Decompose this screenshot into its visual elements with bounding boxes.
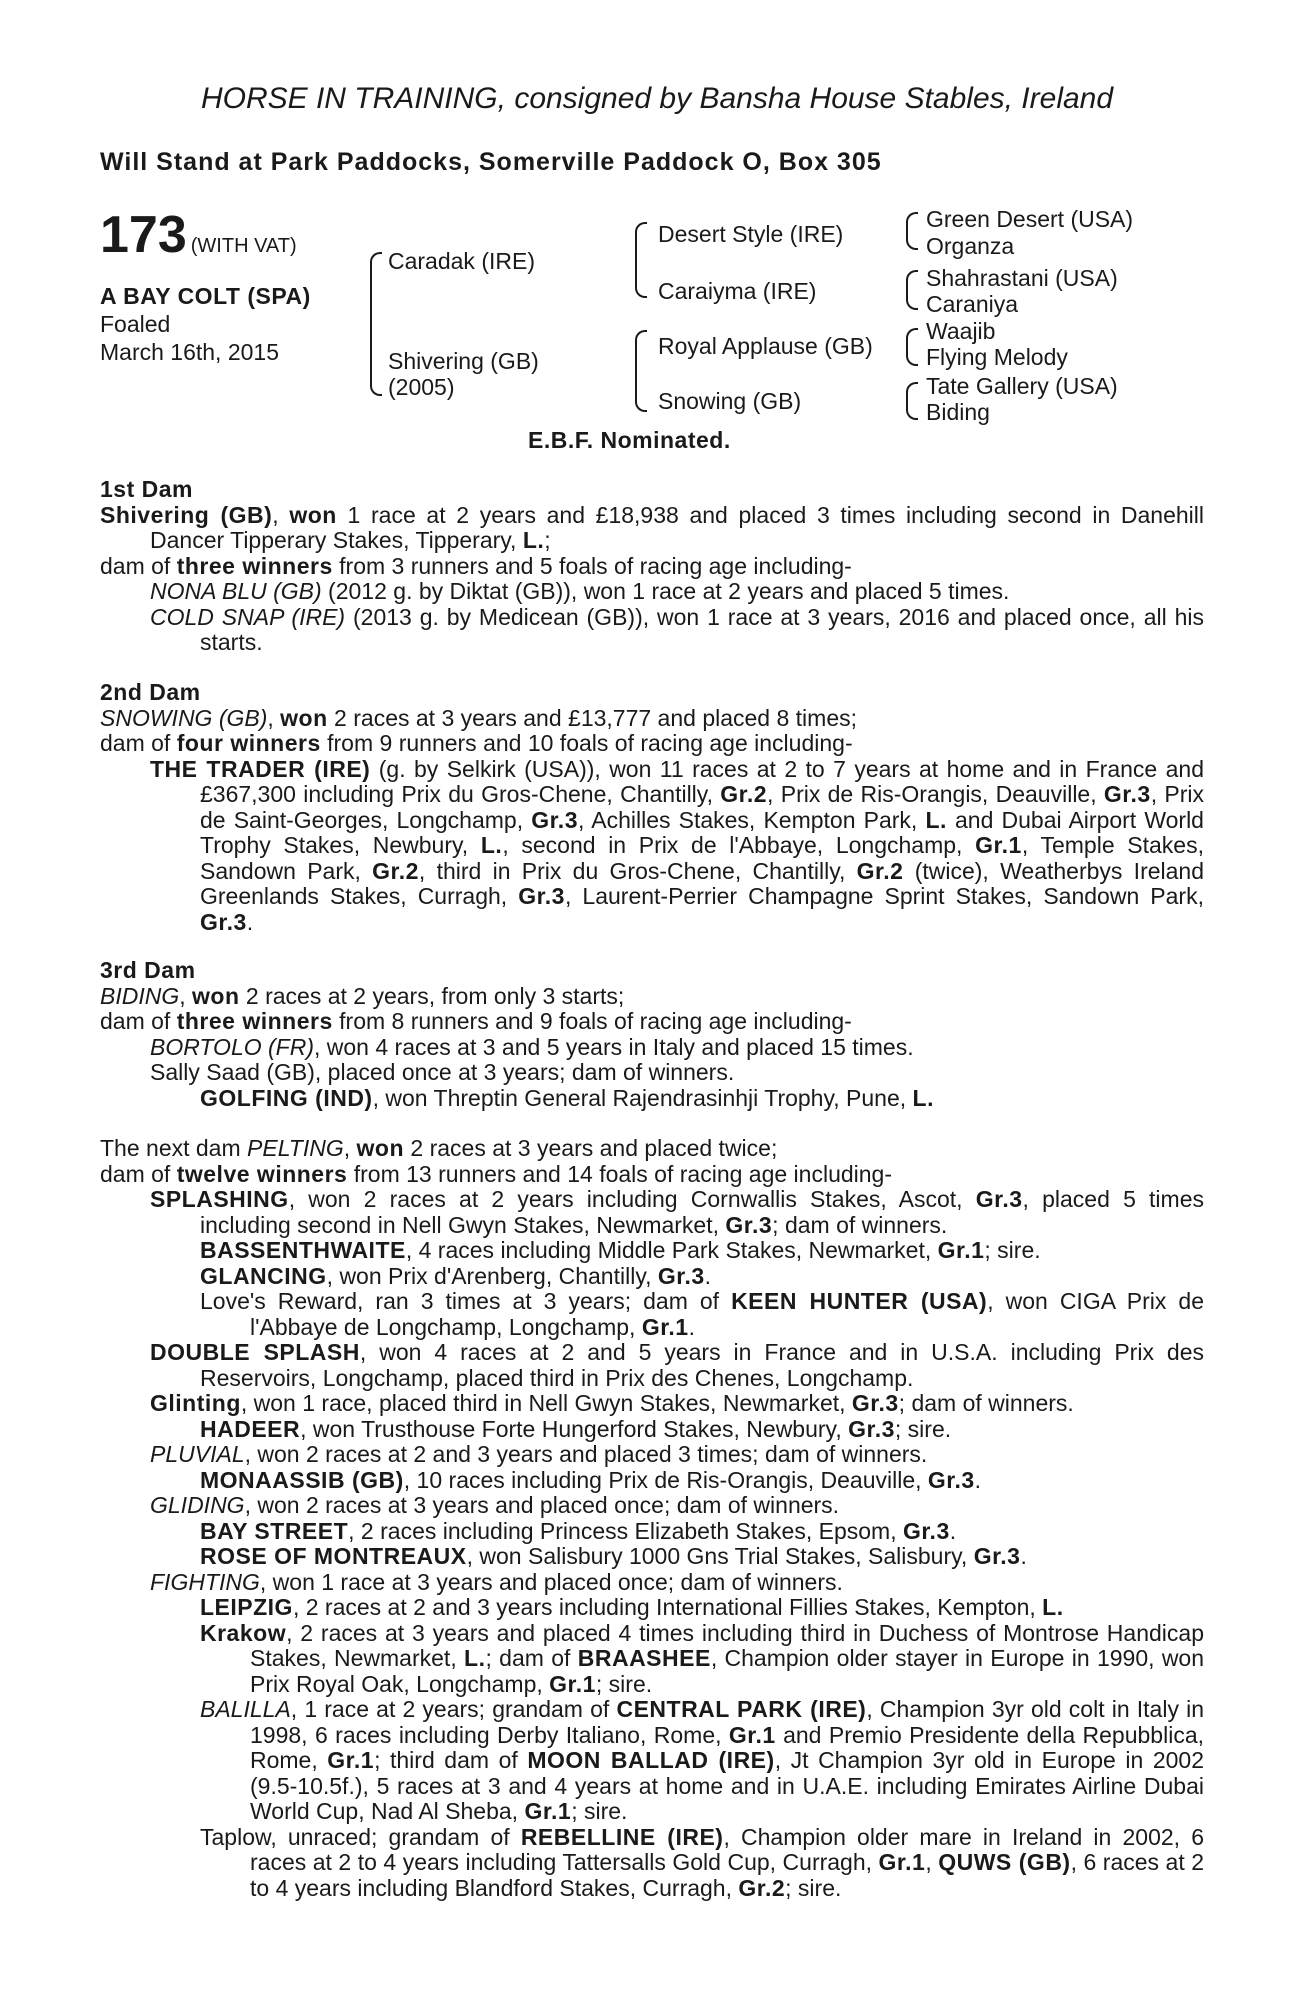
granddam-2: Caraniya <box>926 291 1019 317</box>
sire-name: Caradak (IRE) <box>388 248 535 274</box>
next-dam-record: The next dam PELTING, won 2 races at 3 years and placed twice; <box>100 1135 778 1161</box>
progeny-glinting: Glinting, won 1 race, placed third in Nell Gwyn Stakes, Newmarket, Gr.3; dam of winners. <box>150 1390 1074 1416</box>
progeny-glancing: GLANCING, won Prix d'Arenberg, Chantilly, Gr.3. <box>200 1262 712 1289</box>
progeny-hadeer: HADEER, won Trusthouse Forte Hungerford Stakes, Newbury, Gr.3; sire. <box>200 1415 952 1442</box>
pedigree-brace-g1 <box>906 212 918 250</box>
third-dam-record: BIDING, won 2 races at 2 years, from only 3 starts; <box>100 982 625 1009</box>
granddam-3: Flying Melody <box>926 344 1068 370</box>
pedigree-brace-main <box>370 252 382 396</box>
lot-number: 173 <box>100 206 187 264</box>
grandsire-3: Waajib <box>926 318 996 344</box>
progeny-double-splash: DOUBLE SPLASH, won 4 races at 2 and 5 years in France and in U.S.A. including Prix des Reservoirs, Longchamp, placed third in Prix des Chenes, Longchamp. <box>150 1339 1204 1391</box>
pedigree-brace-g4 <box>906 382 918 420</box>
granddam-4: Biding <box>926 399 990 425</box>
next-dam-produce: dam of twelve winners from 13 runners and 14 foals of racing age including- <box>100 1160 892 1187</box>
third-dam-produce: dam of three winners from 8 runners and 9 foals of racing age including- <box>100 1008 852 1034</box>
sire-dam-name: Caraiyma (IRE) <box>658 278 817 304</box>
third-dam-title: 3rd Dam <box>100 957 196 983</box>
first-dam-produce: dam of three winners from 3 runners and 5 foals of racing age including- <box>100 552 852 579</box>
dam-dam-name: Snowing (GB) <box>658 388 802 414</box>
progeny-fighting: FIGHTING, won 1 race at 3 years and placed once; dam of winners. <box>150 1568 843 1595</box>
grandsire-1: Green Desert (USA) <box>926 206 1134 232</box>
dam-sire-name: Royal Applause (GB) <box>658 333 873 359</box>
second-dam-record: SNOWING (GB), won 2 races at 3 years and £13,777 and placed 8 times; <box>100 704 858 731</box>
second-dam-title: 2nd Dam <box>100 679 201 705</box>
grandsire-4: Tate Gallery (USA) <box>926 373 1118 399</box>
progeny-monaassib: MONAASSIB (GB), 10 races including Prix de Ris-Orangis, Deauville, Gr.3. <box>200 1466 982 1493</box>
first-dam-progeny-1: NONA BLU (GB) (2012 g. by Diktat (GB)), won 1 race at 2 years and placed 5 times. <box>150 578 1010 604</box>
progeny-krakow: Krakow, 2 races at 3 years and placed 4 times including third in Duchess of Montrose Handicap Stakes, Newmarket, L.; dam of BRAASHEE, Champion older stayer in Europe in 1990, won Prix Royal Oak, Longchamp, Gr.1; sire. <box>200 1619 1205 1697</box>
pedigree-brace-g2 <box>906 270 918 310</box>
sire-sire-name: Desert Style (IRE) <box>658 221 844 247</box>
third-dam-section <box>100 958 1204 1111</box>
vat-note: (WITH VAT) <box>190 235 297 257</box>
first-dam-record: Shivering (GB), won 1 race at 2 years and £18,938 and placed 3 times including second in Danehill Dancer Tipperary Stakes, Tipperary, L.; <box>100 501 1205 553</box>
progeny-gliding: GLIDING, won 2 races at 3 years and placed once; dam of winners. <box>150 1492 840 1518</box>
progeny-bassenthwaite: BASSENTHWAITE, 4 races including Middle Park Stakes, Newmarket, Gr.1; sire. <box>200 1237 1041 1263</box>
first-dam-section <box>100 477 1204 656</box>
second-dam-progeny-1: THE TRADER (IRE) (g. by Selkirk (USA)), won 11 races at 2 to 7 years at home and in France and £367,300 including Prix du Gros-Chene, Chantilly, Gr.2, Prix de Ris-Orangis, Deauville, Gr.3, Prix de Saint-Georges, Longchamp, Gr.3, Achilles Stakes, Kempton Park, L. and Dubai Airport World Trophy Stakes, Newbury, L., second in Prix de l'Abbaye, Longchamp, Gr.1, Temple Stakes, Sandown Park, Gr.2, third in Prix du Gros-Chene, Chantilly, Gr.2 (twice), Weatherbys Ireland Greenlands Stakes, Curragh, Gr.3, Laurent-Perrier Champagne Sprint Stakes, Sandown Park, Gr.3. <box>150 755 1205 935</box>
progeny-loves-reward: Love's Reward, ran 3 times at 3 years; dam of KEEN HUNTER (USA), won CIGA Prix de l'Abbaye de Longchamp, Longchamp, Gr.1. <box>200 1288 1204 1340</box>
next-dam-section <box>100 1136 1204 1901</box>
progeny-bay-street: BAY STREET, 2 races including Princess Elizabeth Stakes, Epsom, Gr.3. <box>200 1517 957 1544</box>
page-heading: HORSE IN TRAINING, consigned by Bansha House Stables, Ireland <box>200 82 1114 115</box>
third-dam-progeny-1: BORTOLO (FR), won 4 races at 3 and 5 years in Italy and placed 15 times. <box>150 1033 914 1060</box>
first-dam-progeny-2: COLD SNAP (IRE) (2013 g. by Medicean (GB)), won 1 race at 3 years, 2016 and placed once, all his starts. <box>150 603 1204 655</box>
granddam-1: Organza <box>926 233 1015 259</box>
grandsire-2: Shahrastani (USA) <box>926 265 1118 291</box>
stand-location: Will Stand at Park Paddocks, Somerville Paddock O, Box 305 <box>100 148 882 176</box>
dam-year: (2005) <box>388 374 455 400</box>
progeny-rose-of-montreaux: ROSE OF MONTREAUX, won Salisbury 1000 Gns Trial Stakes, Salisbury, Gr.3. <box>200 1543 1027 1569</box>
second-dam-produce: dam of four winners from 9 runners and 10 foals of racing age including- <box>100 730 853 756</box>
third-dam-progeny-2: Sally Saad (GB), placed once at 3 years; dam of winners. <box>150 1059 735 1085</box>
progeny-taplow: Taplow, unraced; grandam of REBELLINE (IRE), Champion older mare in Ireland in 2002, 6 races at 2 to 4 years including Tattersalls Gold Cup, Curragh, Gr.1, QUWS (GB), 6 races at 2 to 4 years including Blandford Stakes, Curragh, Gr.2; sire. <box>200 1823 1205 1901</box>
second-dam-section <box>100 680 1204 935</box>
foaled-date: March 16th, 2015 <box>100 339 280 365</box>
horse-description: A BAY COLT (SPA) <box>100 283 311 309</box>
first-dam-title: 1st Dam <box>100 476 193 502</box>
foaled-label: Foaled <box>100 311 171 337</box>
ebf-nomination: E.B.F. Nominated. <box>528 427 731 453</box>
progeny-balilla: BALILLA, 1 race at 2 years; grandam of CENTRAL PARK (IRE), Champion 3yr old colt in Italy in 1998, 6 races including Derby Italiano, Rome, Gr.1 and Premio Presidente della Repubblica, Rome, Gr.1; third dam of MOON BALLAD (IRE), Jt Champion 3yr old in Europe in 2002 (9.5-10.5f.), 5 races at 3 and 4 years at home and in U.A.E. including Emirates Airline Dubai World Cup, Nad Al Sheba, Gr.1; sire. <box>200 1696 1205 1824</box>
third-dam-progeny-3: GOLFING (IND), won Threptin General Rajendrasinhji Trophy, Pune, L. <box>200 1084 934 1111</box>
pedigree-brace-dam <box>635 330 647 412</box>
progeny-pluvial: PLUVIAL, won 2 races at 2 and 3 years and placed 3 times; dam of winners. <box>150 1441 928 1467</box>
lot-block <box>100 206 311 366</box>
pedigree-brace-g3 <box>906 328 918 366</box>
progeny-leipzig: LEIPZIG, 2 races at 2 and 3 years including International Fillies Stakes, Kempton, L. <box>200 1594 1064 1620</box>
progeny-splashing: SPLASHING, won 2 races at 2 years including Cornwallis Stakes, Ascot, Gr.3, placed 5 times including second in Nell Gwyn Stakes, Newmarket, Gr.3; dam of winners. <box>150 1186 1204 1238</box>
dam-name: Shivering (GB) <box>388 348 539 374</box>
pedigree-brace-sire <box>635 222 647 298</box>
